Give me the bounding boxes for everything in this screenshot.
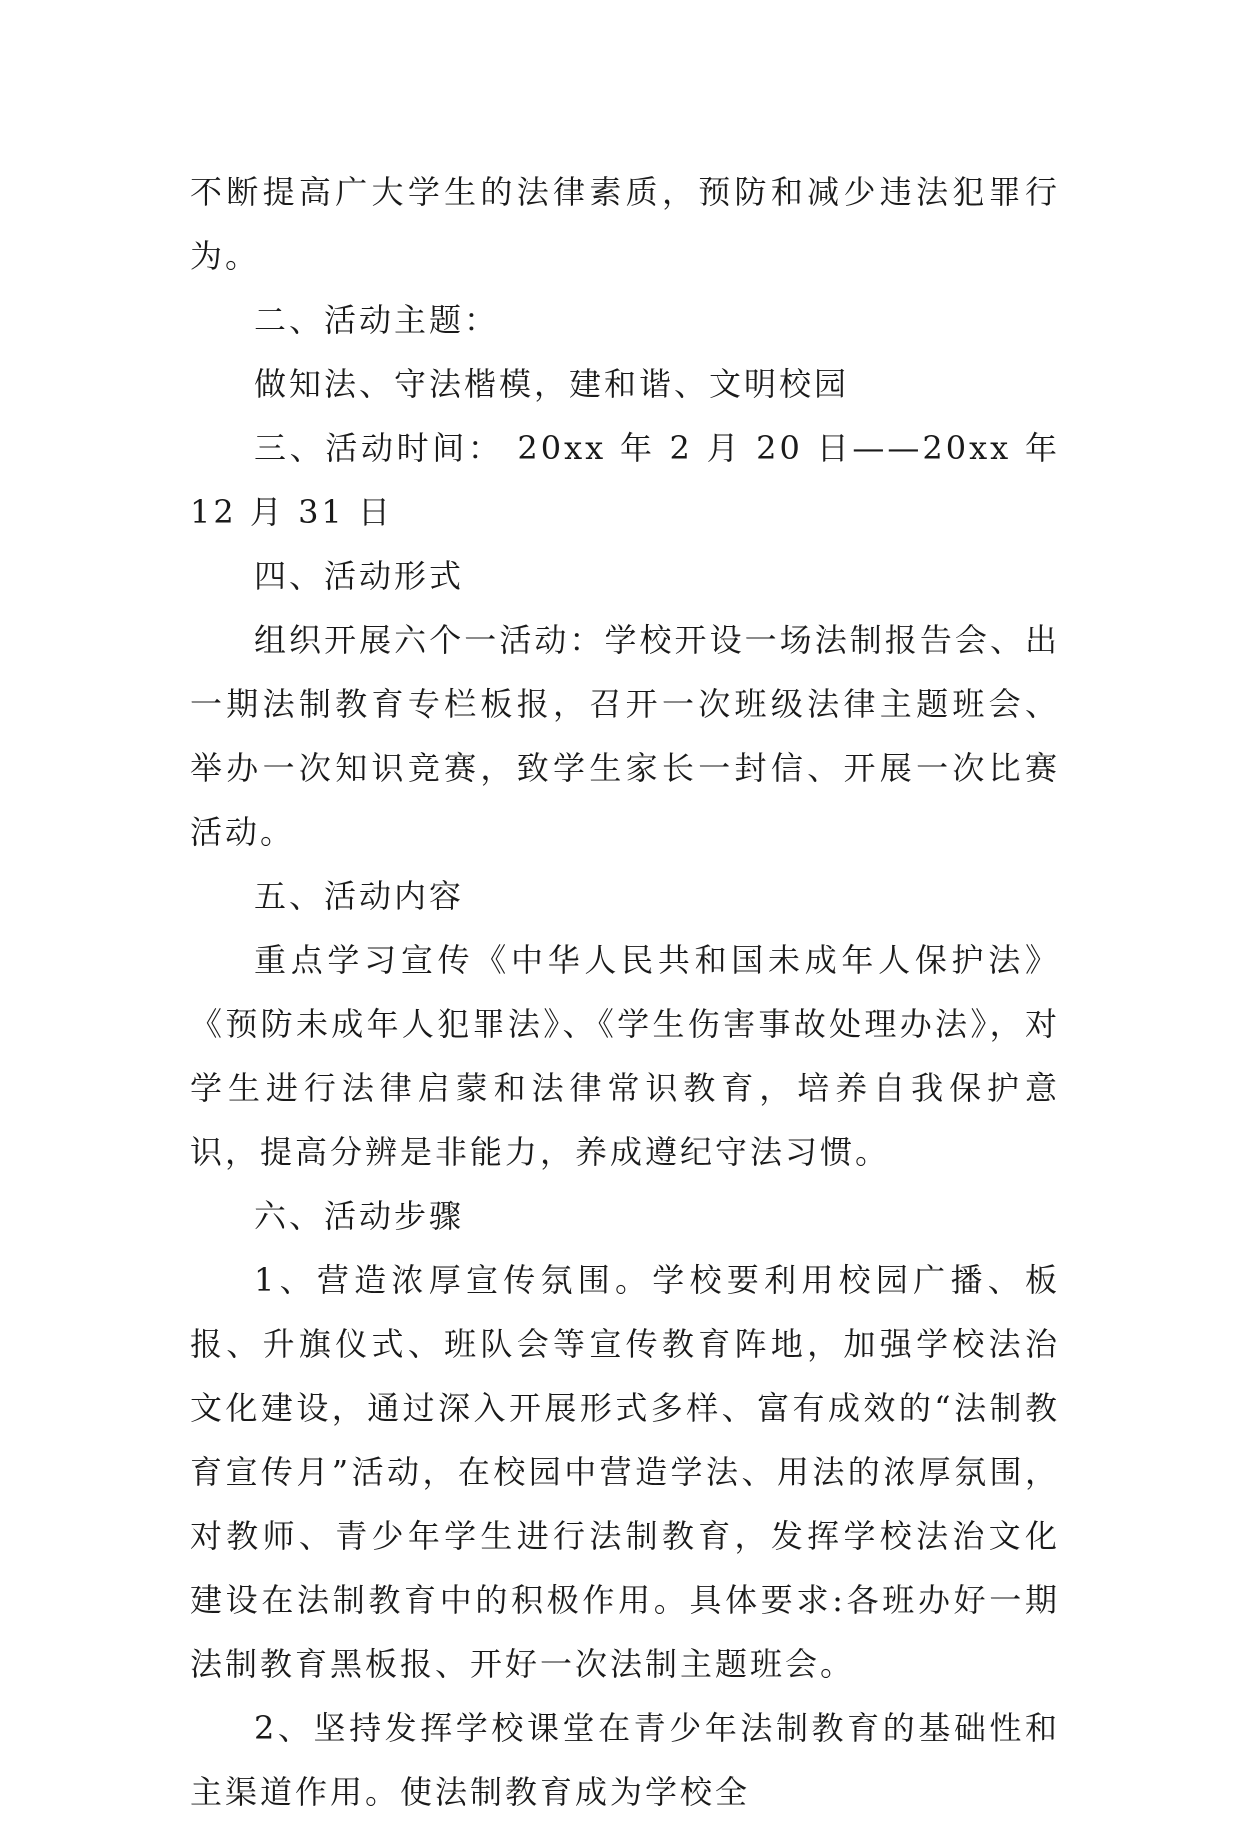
paragraph-continuation: 不断提高广大学生的法律素质，预防和减少违法犯罪行为。: [190, 173, 1060, 275]
heading-activity-form: 四、活动形式: [254, 557, 465, 595]
paragraph-theme-text: 做知法、守法楷模，建和谐、文明校园: [254, 365, 850, 403]
heading-activity-steps: 六、活动步骤: [254, 1197, 465, 1235]
paragraph-step-1: 1、营造浓厚宣传氛围。学校要利用校园广播、板报、升旗仪式、班队会等宣传教育阵地，加强学校法治文化建设，通过深入开展形式多样、富有成效的“法制教育宣传月”活动，在校园中营造学法、用法的浓厚氛围，对教师、青少年学生进行法制教育，发挥学校法治文化建设在法制教育中的积极作用。具体要求:各班办好一期法制教育黑板报、开好一次法制主题班会。: [190, 1261, 1060, 1683]
paragraph-step-2: 2、坚持发挥学校课堂在青少年法制教育的基础性和主渠道作用。使法制教育成为学校全: [190, 1709, 1060, 1811]
document-body: [190, 160, 1060, 1824]
heading-activity-content: 五、活动内容: [254, 877, 465, 915]
heading-activity-time: 三、活动时间： 20xx 年 2 月 20 日——20xx 年 12 月 31 日: [190, 429, 1060, 531]
paragraph-activity-content: 重点学习宣传《中华人民共和国未成年人保护法》《预防未成年人犯罪法》、《学生伤害事故处理办法》，对学生进行法律启蒙和法律常识教育，培养自我保护意识，提高分辨是非能力，养成遵纪守法习惯。: [190, 941, 1060, 1171]
heading-activity-theme: 二、活动主题：: [254, 301, 500, 339]
paragraph-activity-form: 组织开展六个一活动：学校开设一场法制报告会、出一期法制教育专栏板报，召开一次班级法律主题班会、举办一次知识竞赛，致学生家长一封信、开展一次比赛活动。: [190, 621, 1060, 851]
